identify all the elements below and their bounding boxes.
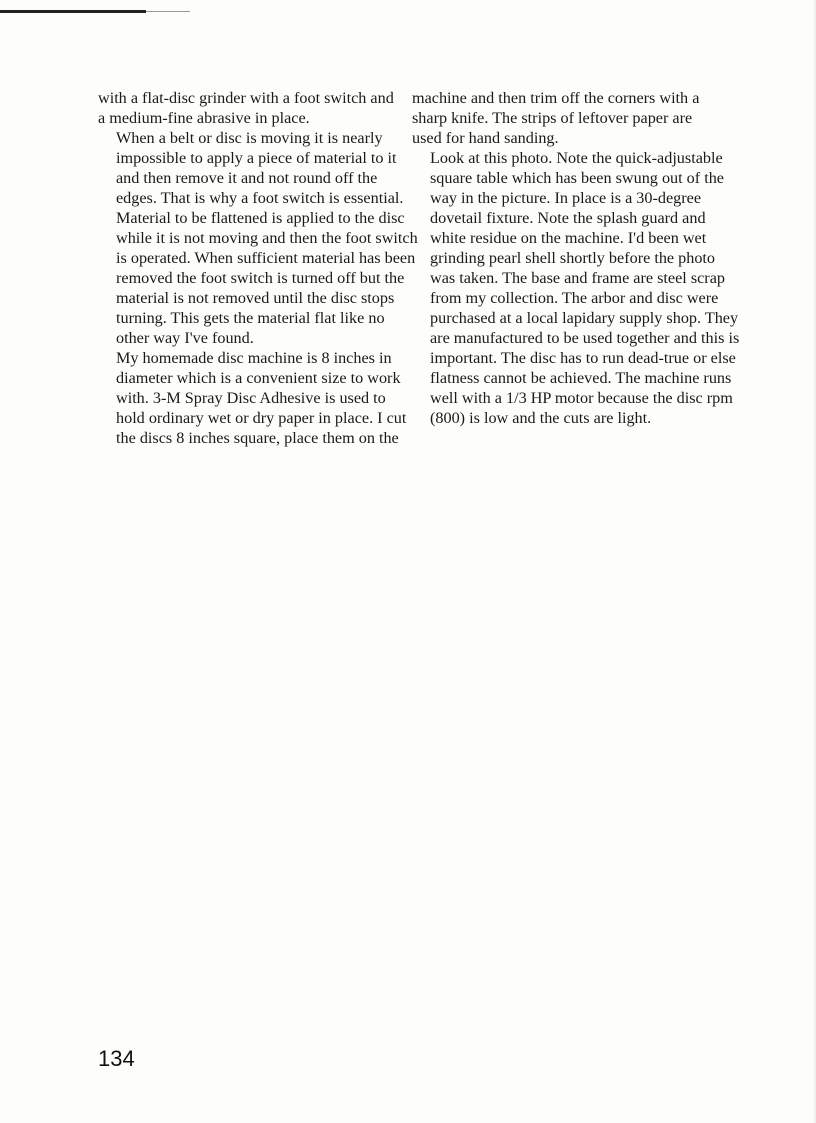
text-line: way in the picture. In place is a 30-degree xyxy=(430,189,702,207)
text-line: are manufactured to be used together and this is xyxy=(430,329,740,347)
text-line: edges. That is why a foot switch is essential. xyxy=(116,189,404,207)
header-rule xyxy=(0,10,146,13)
paragraph xyxy=(98,88,408,128)
header-rule-tail xyxy=(146,11,190,12)
text-line: turning. This gets the material flat like no xyxy=(116,309,385,327)
text-line: and then remove it and not round off the xyxy=(116,169,378,187)
text-line: a medium-fine abrasive in place. xyxy=(98,109,310,127)
paragraph xyxy=(98,128,418,348)
text-line: sharp knife. The strips of leftover paper are xyxy=(412,109,693,127)
text-line: material is not removed until the disc stops xyxy=(116,289,395,307)
text-line: important. The disc has to run dead-true or else xyxy=(430,349,736,367)
text-line: the discs 8 inches square, place them on the xyxy=(116,429,399,447)
text-line: hold ordinary wet or dry paper in place. I cut xyxy=(116,409,407,427)
text-line: well with a 1/3 HP motor because the disc rpm xyxy=(430,389,733,407)
paragraph xyxy=(412,88,728,148)
text-line: was taken. The base and frame are steel scrap xyxy=(430,269,725,287)
text-line: Material to be flattened is applied to the disc xyxy=(116,209,405,227)
text-line: removed the foot switch is turned off but the xyxy=(116,269,405,287)
right-column xyxy=(412,88,740,428)
text-line: purchased at a local lapidary supply shop. They xyxy=(430,309,739,327)
text-line: machine and then trim off the corners with a xyxy=(412,89,700,107)
text-line: impossible to apply a piece of material to it xyxy=(116,149,397,167)
text-line: with a flat-disc grinder with a foot switch and xyxy=(98,89,394,107)
text-line: from my collection. The arbor and disc were xyxy=(430,289,719,307)
page-number: 134 xyxy=(98,1046,135,1071)
text-line: white residue on the machine. I'd been wet xyxy=(430,229,707,247)
text-line: is operated. When sufficient material has been xyxy=(116,249,416,267)
text-line: grinding pearl shell shortly before the photo xyxy=(430,249,716,267)
text-line: other way I've found. xyxy=(116,329,254,347)
text-line: used for hand sanding. xyxy=(412,129,559,147)
text-line: flatness cannot be achieved. The machine runs xyxy=(430,369,732,387)
text-line: dovetail fixture. Note the splash guard and xyxy=(430,209,706,227)
paragraph xyxy=(412,148,740,428)
text-line: while it is not moving and then the foot switch xyxy=(116,229,418,247)
text-line: (800) is low and the cuts are light. xyxy=(430,409,652,427)
text-line: square table which has been swung out of the xyxy=(430,169,724,187)
text-line: Look at this photo. Note the quick-adjustable xyxy=(430,149,723,167)
text-line: My homemade disc machine is 8 inches in xyxy=(116,349,392,367)
text-line: with. 3-M Spray Disc Adhesive is used to xyxy=(116,389,386,407)
text-line: When a belt or disc is moving it is nearly xyxy=(116,129,383,147)
paragraph xyxy=(98,348,408,448)
text-line: diameter which is a convenient size to work xyxy=(116,369,401,387)
left-column xyxy=(98,88,418,448)
